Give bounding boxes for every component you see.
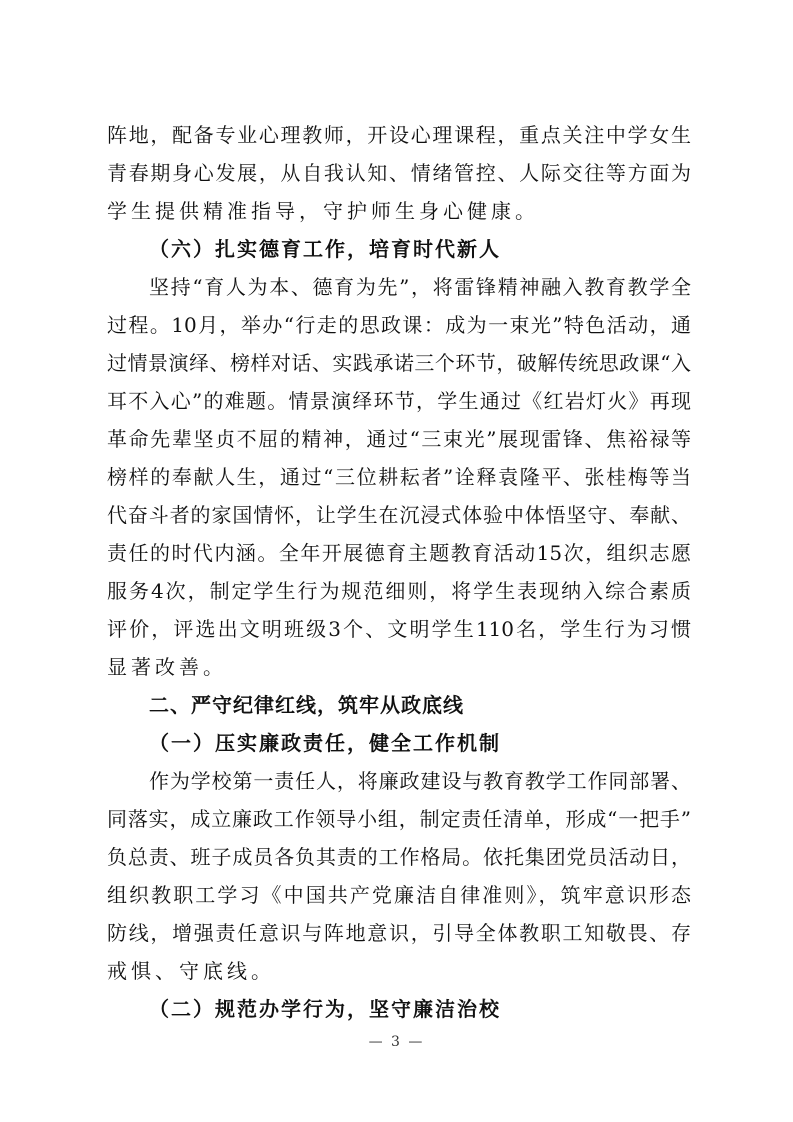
paragraph-line: 坚持“育人为本、德育为先”，将雷锋精神融入教育教学全 <box>149 275 691 299</box>
paragraph-line: 革命先辈坚贞不屈的精神，通过“三束光”展现雷锋、焦裕禄等 <box>107 427 691 451</box>
paragraph-line: 戒惧、守底线。 <box>107 959 275 983</box>
paragraph-line: 同落实，成立廉政工作领导小组，制定责任清单，形成“一把手” <box>107 807 691 831</box>
paragraph-line: 作为学校第一责任人，将廉政建设与教育教学工作同部署、 <box>149 769 691 793</box>
paragraph-line: 服务4次，制定学生行为规范细则，将学生表现纳入综合素质 <box>107 579 691 603</box>
section-heading-6: （六）扎实德育工作，培育时代新人 <box>149 237 501 261</box>
paragraph-line: 学生提供精准指导，守护师生身心健康。 <box>107 199 539 223</box>
chapter-heading-2: 二、严守纪律红线，筑牢从政底线 <box>149 693 464 717</box>
section-heading-2: （二）规范办学行为，坚守廉洁治校 <box>149 997 501 1021</box>
paragraph-line: 耳不入心”的难题。情景演绎环节，学生通过《红岩灯火》再现 <box>107 389 691 413</box>
paragraph-line: 组织教职工学习《中国共产党廉洁自律准则》，筑牢意识形态 <box>107 883 691 907</box>
paragraph-line: 阵地，配备专业心理教师，开设心理课程，重点关注中学女生 <box>107 123 691 147</box>
paragraph-line: 代奋斗者的家国情怀，让学生在沉浸式体验中体悟坚守、奉献、 <box>107 503 691 527</box>
page-number: — 3 — <box>368 1034 425 1050</box>
paragraph-line: 显著改善。 <box>107 655 227 679</box>
document-body <box>107 116 691 1028</box>
paragraph-line: 责任的时代内涵。全年开展德育主题教育活动15次，组织志愿 <box>107 541 691 565</box>
paragraph-line: 青春期身心发展，从自我认知、情绪管控、人际交往等方面为 <box>107 161 691 185</box>
paragraph-line: 榜样的奉献人生，通过“三位耕耘者”诠释袁隆平、张桂梅等当 <box>107 465 691 489</box>
paragraph-line: 过情景演绎、榜样对话、实践承诺三个环节，破解传统思政课“入 <box>107 351 691 375</box>
paragraph-line: 防线，增强责任意识与阵地意识，引导全体教职工知敬畏、存 <box>107 921 691 945</box>
paragraph-line: 负总责、班子成员各负其责的工作格局。依托集团党员活动日， <box>107 845 691 869</box>
section-heading-1: （一）压实廉政责任，健全工作机制 <box>149 731 501 755</box>
paragraph-line: 评价，评选出文明班级3个、文明学生110名，学生行为习惯 <box>107 617 691 641</box>
paragraph-line: 过程。10月，举办“行走的思政课：成为一束光”特色活动，通 <box>107 313 691 337</box>
